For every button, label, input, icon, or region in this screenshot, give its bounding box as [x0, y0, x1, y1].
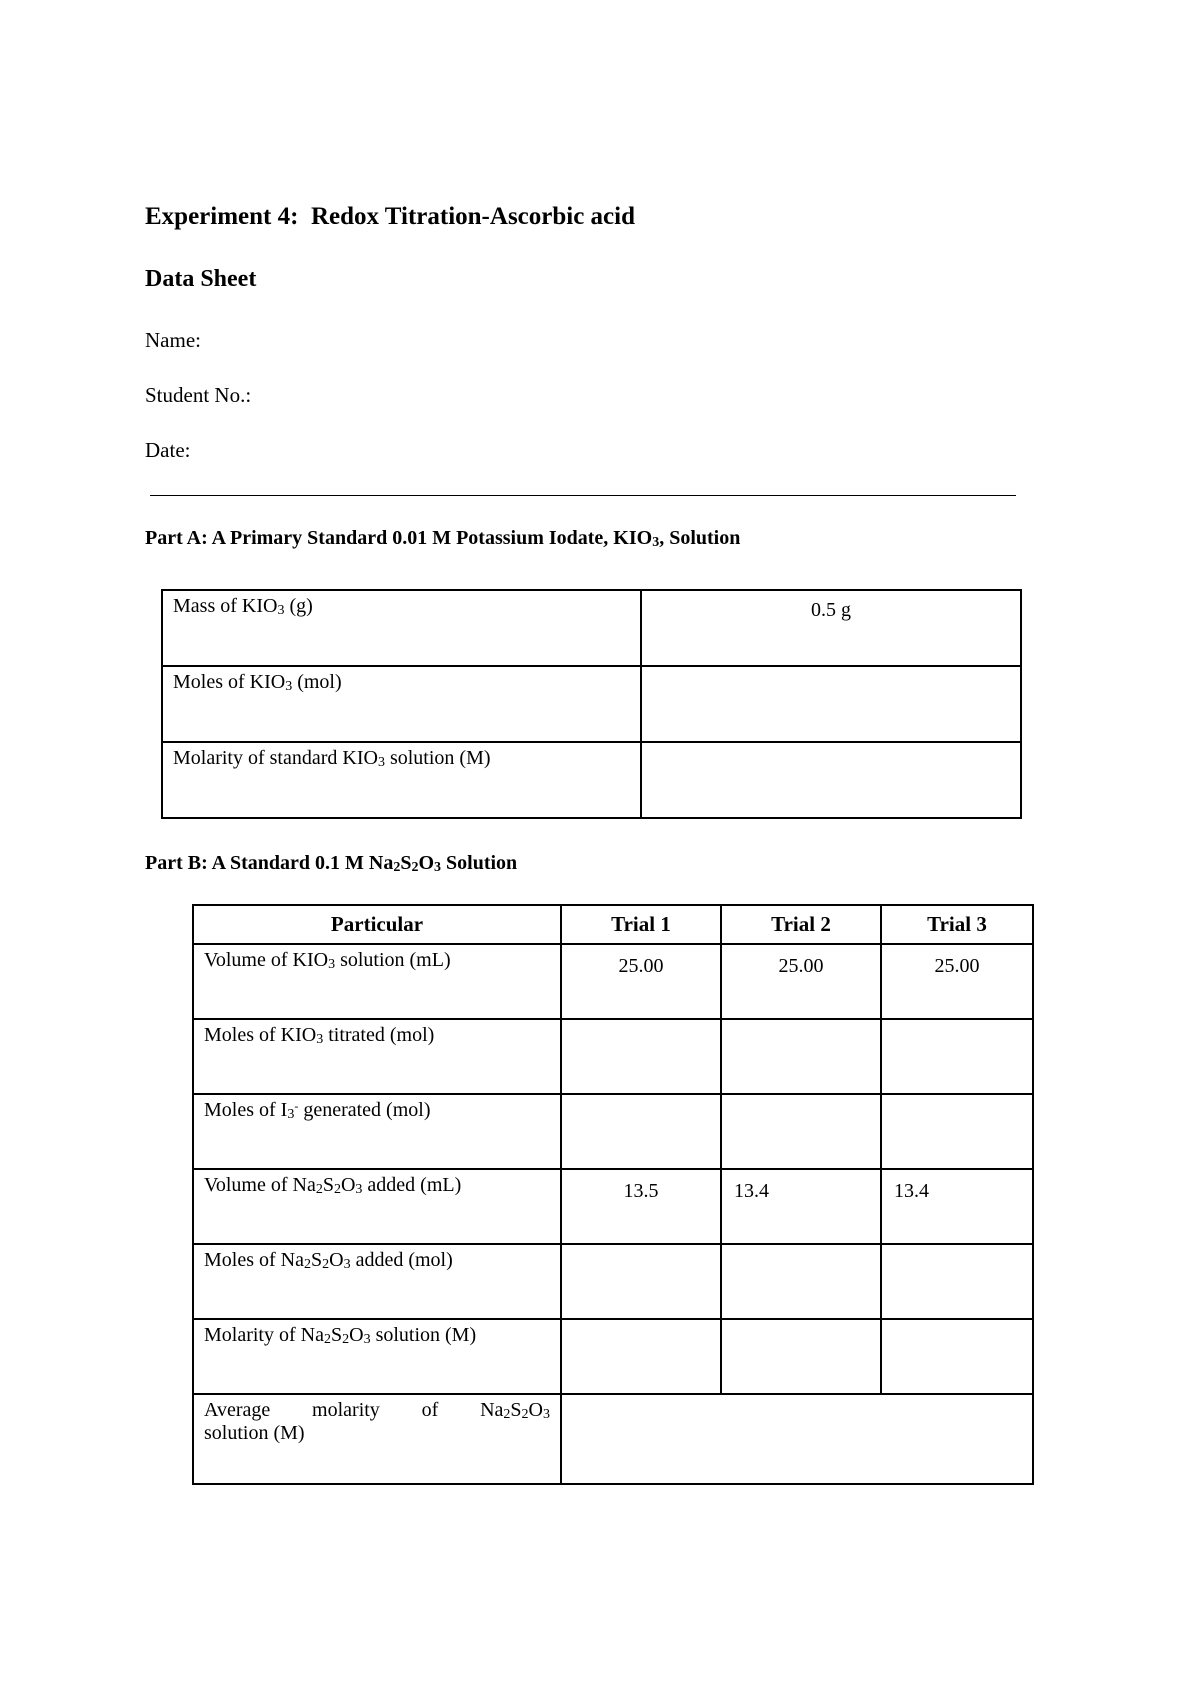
- cell-value: [881, 1319, 1033, 1394]
- cell-value: 13.4: [881, 1169, 1033, 1244]
- table-row: [193, 1319, 1033, 1394]
- cell-value: 13.5: [561, 1169, 721, 1244]
- row-label: Volume of $KIO_3$ solution (mL): [193, 944, 561, 1019]
- cell-value: [881, 1019, 1033, 1094]
- part-b-table: [192, 904, 1034, 1485]
- name-field-label: Name:: [145, 328, 201, 352]
- row-label: Moles of $Na_2S_2O_3$ added (mol): [193, 1244, 561, 1319]
- cell-value: 13.4: [721, 1169, 881, 1244]
- table-row: [162, 666, 1021, 742]
- table-row: [193, 944, 1033, 1019]
- cell-value: [561, 1094, 721, 1169]
- table-row: [162, 742, 1021, 818]
- part-a-table: [161, 589, 1022, 819]
- cell-value: [721, 1319, 881, 1394]
- part-b-heading: Part B: A Standard 0.1 M $Na_2S_2O_3$ Solution: [145, 852, 518, 876]
- cell-value: [561, 1319, 721, 1394]
- cell-value: 25.00: [881, 944, 1033, 1019]
- table-row-average: [193, 1394, 1033, 1484]
- table-row: [193, 1169, 1033, 1244]
- divider-line: [150, 495, 1016, 496]
- moles-kio3-value: [641, 666, 1021, 742]
- row-label: Moles of $KIO_3$ titrated (mol): [193, 1019, 561, 1094]
- row-label: Molarity of $Na_2S_2O_3$ solution (M): [193, 1319, 561, 1394]
- column-header: Trial 2: [721, 905, 881, 944]
- table-row: [193, 1019, 1033, 1094]
- part-a-heading: Part A: A Primary Standard 0.01 M Potassium Iodate, $KIO_3$, Solution: [145, 527, 741, 551]
- cell-value: [721, 1019, 881, 1094]
- student-no-field-label: Student No.:: [145, 383, 252, 407]
- cell-value: [721, 1094, 881, 1169]
- table-row: [193, 1244, 1033, 1319]
- row-label: Volume of $Na_2S_2O_3$ added (mL): [193, 1169, 561, 1244]
- table-header-row: [193, 905, 1033, 944]
- row-label: Molarity of standard $KIO_3$ solution (M): [162, 742, 641, 818]
- cell-value: [561, 1019, 721, 1094]
- row-label: Moles of $I_3^-$ generated (mol): [193, 1094, 561, 1169]
- column-header: Particular: [193, 905, 561, 944]
- table-row: [162, 590, 1021, 666]
- row-label: Mass of $KIO_3$ (g): [162, 590, 641, 666]
- average-molarity-value: [561, 1394, 1033, 1484]
- average-molarity-label: Average molarity of $Na_2S_2O_3$ solution (M): [193, 1394, 561, 1484]
- cell-value: [721, 1244, 881, 1319]
- row-label: Moles of $KIO_3$ (mol): [162, 666, 641, 742]
- cell-value: [881, 1094, 1033, 1169]
- cell-value: [881, 1244, 1033, 1319]
- cell-value: 25.00: [561, 944, 721, 1019]
- molarity-kio3-value: [641, 742, 1021, 818]
- column-header: Trial 3: [881, 905, 1033, 944]
- page-title: Experiment 4: Redox Titration-Ascorbic acid: [145, 203, 636, 230]
- date-field-label: Date:: [145, 438, 191, 462]
- page-subtitle: Data Sheet: [145, 266, 257, 292]
- cell-value: [561, 1244, 721, 1319]
- table-row: [193, 1094, 1033, 1169]
- column-header: Trial 1: [561, 905, 721, 944]
- mass-kio3-value: 0.5 g: [641, 590, 1021, 666]
- cell-value: 25.00: [721, 944, 881, 1019]
- average-label-line1: Average molarity of $Na_2S_2O_3$: [204, 1399, 550, 1423]
